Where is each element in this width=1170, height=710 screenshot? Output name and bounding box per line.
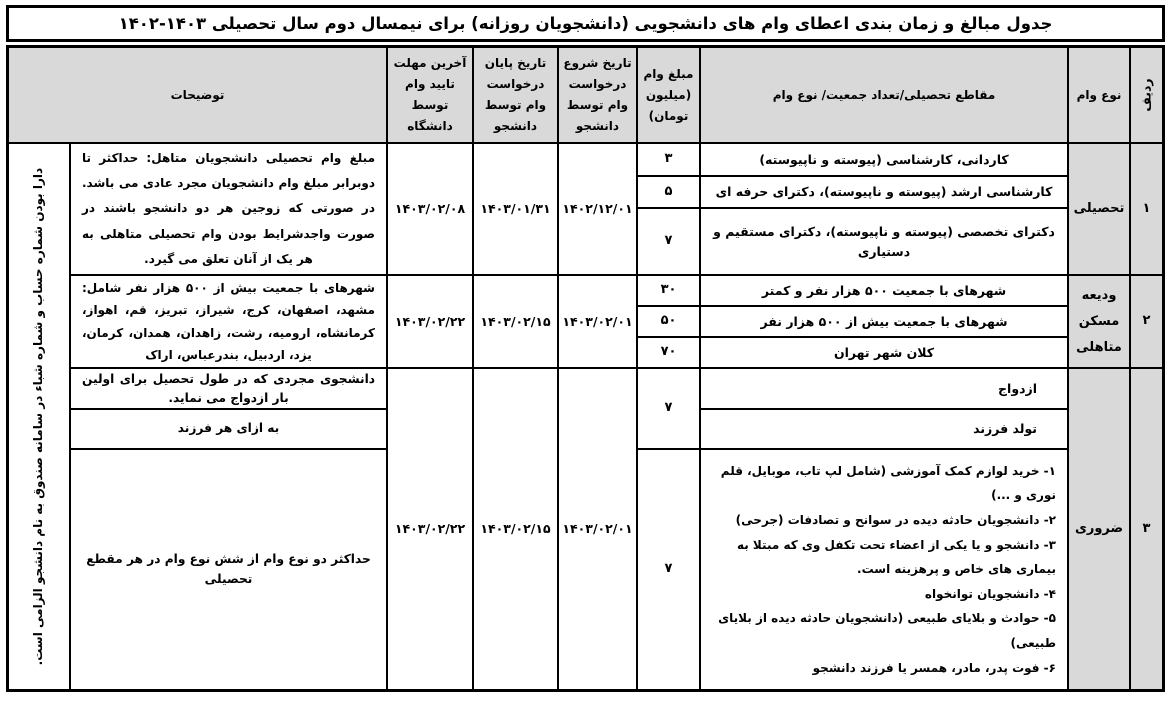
row3-child-note: به ازای هر فرزند [71,410,386,448]
row1-level-2: کارشناسی ارشد (پیوسته و ناپیوسته)، دکترای حرفه ای [701,177,1067,207]
row2-number: ۲ [1131,276,1162,367]
header-end-date: تاریخ پایان درخواست وام توسط دانشجو [474,48,557,142]
header-start-date: تاریخ شروع درخواست وام توسط دانشجو [559,48,636,142]
row3-marriage-label: ازدواج [701,369,1067,408]
row1-amount-3: ۷ [638,209,699,274]
row2-amount-3: ۷۰ [638,338,699,367]
row3-marriage-note-cell [71,369,386,408]
row3-end-date: ۱۴۰۳/۰۲/۱۵ [474,369,557,689]
header-loan-type: نوع وام [1069,48,1129,142]
row1-loan-type: تحصیلی [1069,144,1129,274]
row3-start-date: ۱۴۰۳/۰۲/۰۱ [559,369,636,689]
row2-amount-1: ۳۰ [638,276,699,305]
header-row-number-label: ردیف [1138,78,1154,112]
row2-level-1: شهرهای با جمعیت ۵۰۰ هزار نفر و کمتر [701,276,1067,305]
row1-level-3: دکترای تخصصی (پیوسته و ناپیوسته)، دکترای مستقیم و دستیاری [701,209,1067,274]
row3-loan-type: ضروری [1069,369,1129,689]
row2-note-text: شهرهای با جمعیت بیش از ۵۰۰ هزار نفر شامل: مشهد، اصفهان، کرج، شیراز، تبریز، قم، اهواز، کرمانشاه، ارومیه، رشت، زاهدان، همدان، کرمان، یزد، اردبیل، بندرعباس، اراک [82,281,375,362]
emergency-item: ۶- فوت پدر، مادر، همسر یا فرزند دانشجو [812,660,1056,675]
row3-pair-amount: ۷ [638,369,699,448]
row3-list-note: حداکثر دو نوع وام از شش نوع وام در هر مقطع تحصیلی [71,450,386,689]
row3-number: ۳ [1131,369,1162,689]
side-note-cell [9,144,69,689]
row1-approve-deadline: ۱۴۰۳/۰۲/۰۸ [388,144,472,274]
header-levels: مقاطع تحصیلی/تعداد جمعیت/ نوع وام [701,48,1067,142]
row1-amount-1: ۳ [638,144,699,175]
row1-level-1: کاردانی، کارشناسی (پیوسته و ناپیوسته) [701,144,1067,175]
row3-marriage-note: دانشجوی مجردی که در طول تحصیل برای اولین بار ازدواج می نماید. [82,372,375,405]
emergency-item: ۱- خرید لوازم کمک آموزشی (شامل لپ تاب، موبایل، قلم نوری و ...) [720,463,1056,503]
loans-table [6,45,1165,692]
row3-approve-deadline: ۱۴۰۳/۰۲/۲۲ [388,369,472,689]
emergency-item: ۴- دانشجویان توانخواه [924,586,1056,601]
row2-loan-type: ودیعه مسکن متاهلی [1069,276,1129,367]
row2-amount-2: ۵۰ [638,307,699,336]
side-note-text: دارا بودن شماره حساب و شماره شباء در سامانه صندوق به نام دانشجو الزامی است. [31,167,46,666]
header-approve-deadline: آخرین مهلت تایید وام توسط دانشگاه [388,48,472,142]
row2-approve-deadline: ۱۴۰۳/۰۲/۲۲ [388,276,472,367]
row2-note-cell [71,276,386,367]
row1-number: ۱ [1131,144,1162,274]
row1-amount-2: ۵ [638,177,699,207]
row1-note-cell [71,144,386,274]
row2-end-date: ۱۴۰۳/۰۲/۱۵ [474,276,557,367]
header-notes: توضیحات [9,48,386,142]
row3-list-amount: ۷ [638,450,699,689]
row3-emergency-list-cell [701,450,1067,689]
table-title-text: جدول مبالغ و زمان بندی اعطای وام های دانشجویی (دانشجویان روزانه) برای نیمسال دوم سال تحصیلی ۱۴۰۳‏-‏۱۴۰۲ [118,14,1053,33]
emergency-item: ۳- دانشجو و یا یکی از اعضاء تحت تکفل وی که مبتلا به بیماری های خاص و پرهزینه است. [736,537,1056,577]
header-amount: مبلغ وام (میلیون تومان) [638,48,699,142]
row1-note-text: مبلغ وام تحصیلی دانشجویان متاهل: حداکثر تا دوبرابر مبلغ وام دانشجویان مجرد عادی می باشد. در صورتی که زوجین هر دو دانشجو باشند در صورت واجدشرایط بودن وام تحصیلی متاهلی به هر یک از آنان تعلق می گیرد. [82,151,375,266]
row1-start-date: ۱۴۰۲/۱۲/۰۱ [559,144,636,274]
emergency-item: ۲- دانشجویان حادثه دیده در سوانح و تصادفات (جرحی) [735,513,1056,528]
header-row-number [1131,48,1162,142]
emergency-item: ۵- حوادث و بلایای طبیعی (دانشجویان حادثه دیده از بلایای طبیعی) [718,611,1056,650]
row2-level-2: شهرهای با جمعیت بیش از ۵۰۰ هزار نفر [701,307,1067,336]
row3-emergency-list [703,459,1065,680]
row2-level-3: کلان شهر تهران [701,338,1067,367]
row1-end-date: ۱۴۰۳/۰۱/۳۱ [474,144,557,274]
table-title [6,5,1165,42]
row3-child-label: تولد فرزند [701,410,1067,448]
row2-start-date: ۱۴۰۳/۰۲/۰۱ [559,276,636,367]
